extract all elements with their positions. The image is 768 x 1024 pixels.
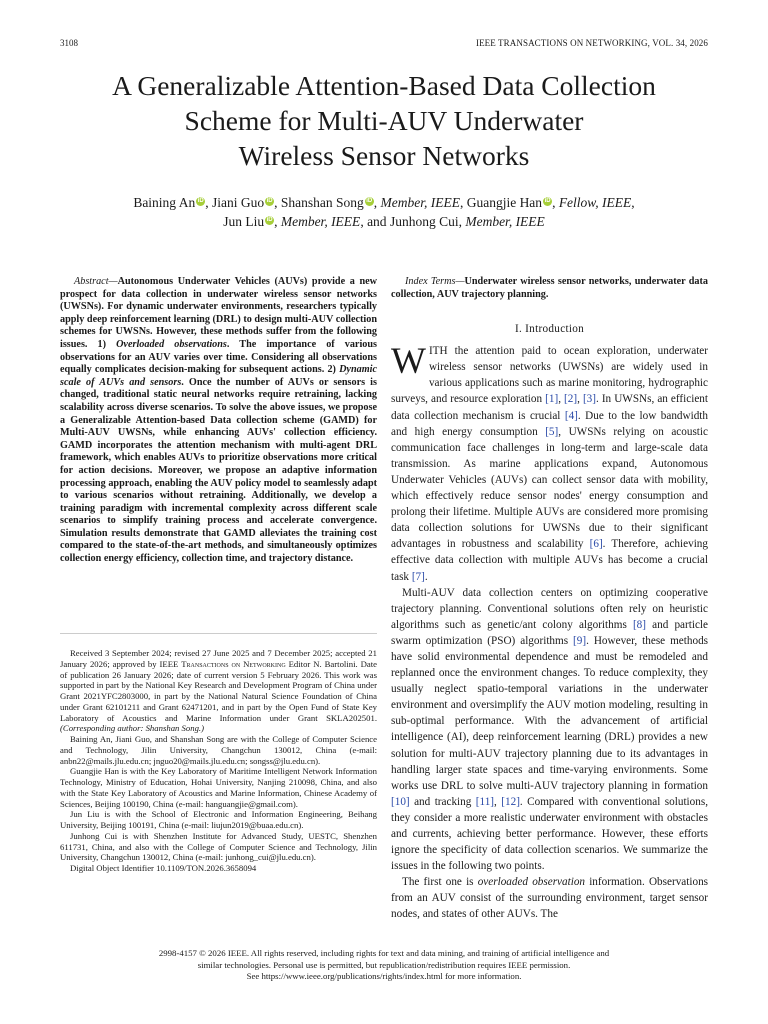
footnote-affiliation: Guangjie Han is with the Key Laboratory of Maritime Intelligent Network Information Technology, Ministry of Education, Hohai University, Nanjing 210098, China, and also with the State Key Laboratory of Acoustics and Marine Information, Chinese Academy of Sciences, Beijing 100190, China (e-mail: hanguangjie@gmail.com).: [60, 766, 377, 809]
section-heading: I. Introduction: [514, 323, 585, 336]
title-line-3: Wireless Sensor Networks: [238, 140, 530, 171]
citation-link[interactable]: [2]: [564, 393, 578, 406]
author-conjunction: and: [367, 214, 387, 229]
orcid-icon[interactable]: iD: [266, 197, 273, 204]
author-name: Jun Liu: [223, 214, 265, 229]
author-role: Member, IEEE: [380, 195, 460, 210]
citation-link[interactable]: [8]: [632, 618, 646, 631]
author-name: Junhong Cui: [389, 214, 459, 229]
abstract: Abstract—Autonomous Underwater Vehicles (AUVs) provide a new prospect for data collection in underwater wireless sensor networks (UWSNs). For dynamic underwater environments, researchers typically apply deep reinforcement learning (DRL) to design multi-AUV collection schemes for UWSNs. However, these methods suffer from the following issues. 1) Overloaded observations. The importance of various observations for an AUV varies over time. Considering all observations equally complicates decision-making for subsequent actions. 2) Dynamic scale of AUVs and sensors. Once the number of AUVs or sensors is changed, traditional static neural networks require retraining, lacking scalability across diverse scenarios. To solve the above issues, we propose a Generalizable Attention-based Data collection scheme (GAMD) for Multi-AUV UWSNs, while enhancing AUVs' collection efficiency. GAMD incorporates the attention mechanism with multi-agent DRL framework, which enables AUVs to prioritize observations more critical for action decisions. Moreover, we propose an adaptive information processing approach, enabling the AUV policy model to seamlessly adapt to various scenarios without retraining. Additionally, we develop a training paradigm with incremental complexity across different scale scenarios to simplify training process and accelerate convergence. Simulation results demonstrate that GAMD alleviates the training cost compared to the state-of-the-art methods, and simultaneously optimizes collection energy efficiency, collection time, and trajectory distance.: [60, 276, 378, 565]
left-column: [60, 276, 377, 566]
footnote-affiliation: Jun Liu is with the School of Electronic and Information Engineering, Beihang University, Beijing 100191, China (e-mail: liujun2019@buaa.edu.cn).: [60, 809, 377, 830]
citation-link[interactable]: [1]: [545, 393, 559, 406]
citation-link[interactable]: [9]: [573, 634, 587, 647]
footnote-divider: [60, 633, 377, 634]
running-header: IEEE TRANSACTIONS ON NETWORKING, VOL. 34, 2026: [475, 38, 708, 48]
footnote-affiliation: Baining An, Jiani Guo, and Shanshan Song are with the College of Computer Science and Technology, Jilin University, Changchun 130012, China (e-mail: anbn22@mails.jlu.edu.cn; jnguo20@mails.jlu.edu.cn; songss@jlu.edu.cn).: [60, 734, 377, 766]
paper-title: [60, 68, 708, 173]
author-name: Baining An: [133, 195, 196, 210]
title-line-2: Scheme for Multi-AUV Underwater: [184, 105, 584, 136]
footnote-doi: Digital Object Identifier 10.1109/TON.2026.3658094: [70, 863, 257, 873]
orcid-icon[interactable]: iD: [544, 197, 551, 204]
drop-cap: W: [391, 341, 426, 383]
index-terms-label: Index Terms—: [405, 276, 465, 287]
intro-paragraph: WITH the attention paid to ocean exploration, underwater wireless sensor networks (UWSNs) are widely used in various applications such as marine monitoring, hydrographic surveys, and resource exploration [1], [2], [3]. In UWSNs, an efficient data collection mechanism is crucial [4]. Due to the low bandwidth and high energy consumption [5], UWSNs relying on acoustic communication face challenges in long-term and large-scale data transmission. As marine applications expand, Autonomous Underwater Vehicles (AUVs) can collect sensor data with mobility, which effectively reduce sensor nodes' energy consumption and prolong their lifetime. Multiple AUVs are considered more promising data collection solutions for UWSNs due to their significant advantages in robustness and scalability [6]. Therefore, achieving effective data collection with multiple AUVs has become a crucial task [7].: [391, 341, 708, 583]
citation-link[interactable]: [3]: [582, 393, 596, 406]
author-role: Member, IEEE: [280, 214, 361, 229]
orcid-icon[interactable]: iD: [266, 216, 273, 223]
author-name: Jiani Guo: [211, 195, 265, 210]
citation-link[interactable]: [5]: [545, 425, 559, 438]
orcid-icon[interactable]: iD: [197, 197, 204, 204]
right-column: [391, 276, 708, 923]
author-name: Shanshan Song: [280, 195, 364, 210]
title-line-1: A Generalizable Attention-Based Data Collection: [112, 70, 656, 101]
citation-link[interactable]: [12]: [501, 795, 520, 808]
copyright-notice: 2998-4157 © 2026 IEEE. All rights reserved, including rights for text and data mining, and training of artificial intelligence and similar technologies. Personal use is permitted, but republication/redistribution requires IEEE permission. See https://www.ieee.org/publications/rights/index.html for more information.: [158, 948, 610, 982]
citation-link[interactable]: [7]: [411, 570, 425, 583]
citation-link[interactable]: [11]: [475, 795, 495, 808]
page-number: 3108: [60, 38, 78, 48]
footnote-affiliation: Junhong Cui is with Shenzhen Institute for Advanced Study, UESTC, Shenzhen 611731, China, and also with the College of Computer Science and Technology, Jilin University, Changchun 130012, China (e-mail: junhong_cui@jlu.edu.cn).: [60, 830, 377, 863]
intro-paragraph: The first one is overloaded observation information. Observations from an AUV consist of the surrounding environment, target sensor nodes, and states of other AUVs. The: [391, 876, 709, 921]
index-terms: Index Terms—Underwater wireless sensor networks, underwater data collection, AUV trajectory planning.: [391, 276, 708, 300]
orcid-icon[interactable]: iD: [366, 197, 373, 204]
author-role: Fellow, IEEE: [558, 195, 632, 210]
author-name: Guangjie Han: [466, 195, 543, 210]
author-list: Baining An iD , Jiani Guo iD , Shanshan Song iD , Member, IEEE, Guangjie Han iD , Fellow, IEEE, Jun Liu iD , Member, IEEE, and Junhong Cui, Member, IEEE: [133, 195, 635, 229]
footnotes: [60, 648, 377, 874]
citation-link[interactable]: [4]: [564, 409, 578, 422]
citation-link[interactable]: [10]: [391, 795, 410, 808]
citation-link[interactable]: [6]: [589, 538, 603, 551]
intro-paragraph: Multi-AUV data collection centers on optimizing cooperative trajectory planning. Conventional solutions often rely on heuristic algorithms such as genetic/ant colony algorithms [8] and particle swarm optimization (PSO) algorithms [9]. However, these methods have solid environmental dependence and must be remodeled and replanned once the environment changes. To reduce complexity, they usually neglect spatio-temporal variations in the underwater environment and oversimplify the AUV motion modeling, resulting in sub-optimal performance. With the advancement of artificial intelligence (AI), deep reinforcement learning (DRL) provides a new solution for multi-AUV trajectory planning due to its advantages in handling larger state spaces and time-varying environments. Some works use DRL to solve multi-AUV trajectory planning in formation [10] and tracking [11], [12]. Compared with conventional solutions, they consider a more realistic underwater environment with obstacles and currents, achieving better performance. However, these efforts ignore the specificity of data collection scenarios. We summarize the issues in the following two points.: [391, 586, 709, 873]
footnote-received: Received 3 September 2024; revised 27 June 2025 and 7 December 2025; accepted 21 January 2026; approved by IEEE Transactions on Networking Editor N. Bartolini. Date of publication 26 January 2026; date of current version 5 February 2026. This work was supported in part by the National Key Research and Development Program of China under Grant 2021YFC2803000, in part by the National Natural Science Foundation of China under Grant 62101211 and Grant 62471201, and in part by the Open Fund of State Key Laboratory of Acoustics and Marine Information under Grant SKLA202501. (Corresponding author: Shanshan Song.): [60, 648, 377, 734]
author-role: Member, IEEE: [465, 214, 545, 229]
abstract-label: Abstract—: [74, 276, 118, 287]
